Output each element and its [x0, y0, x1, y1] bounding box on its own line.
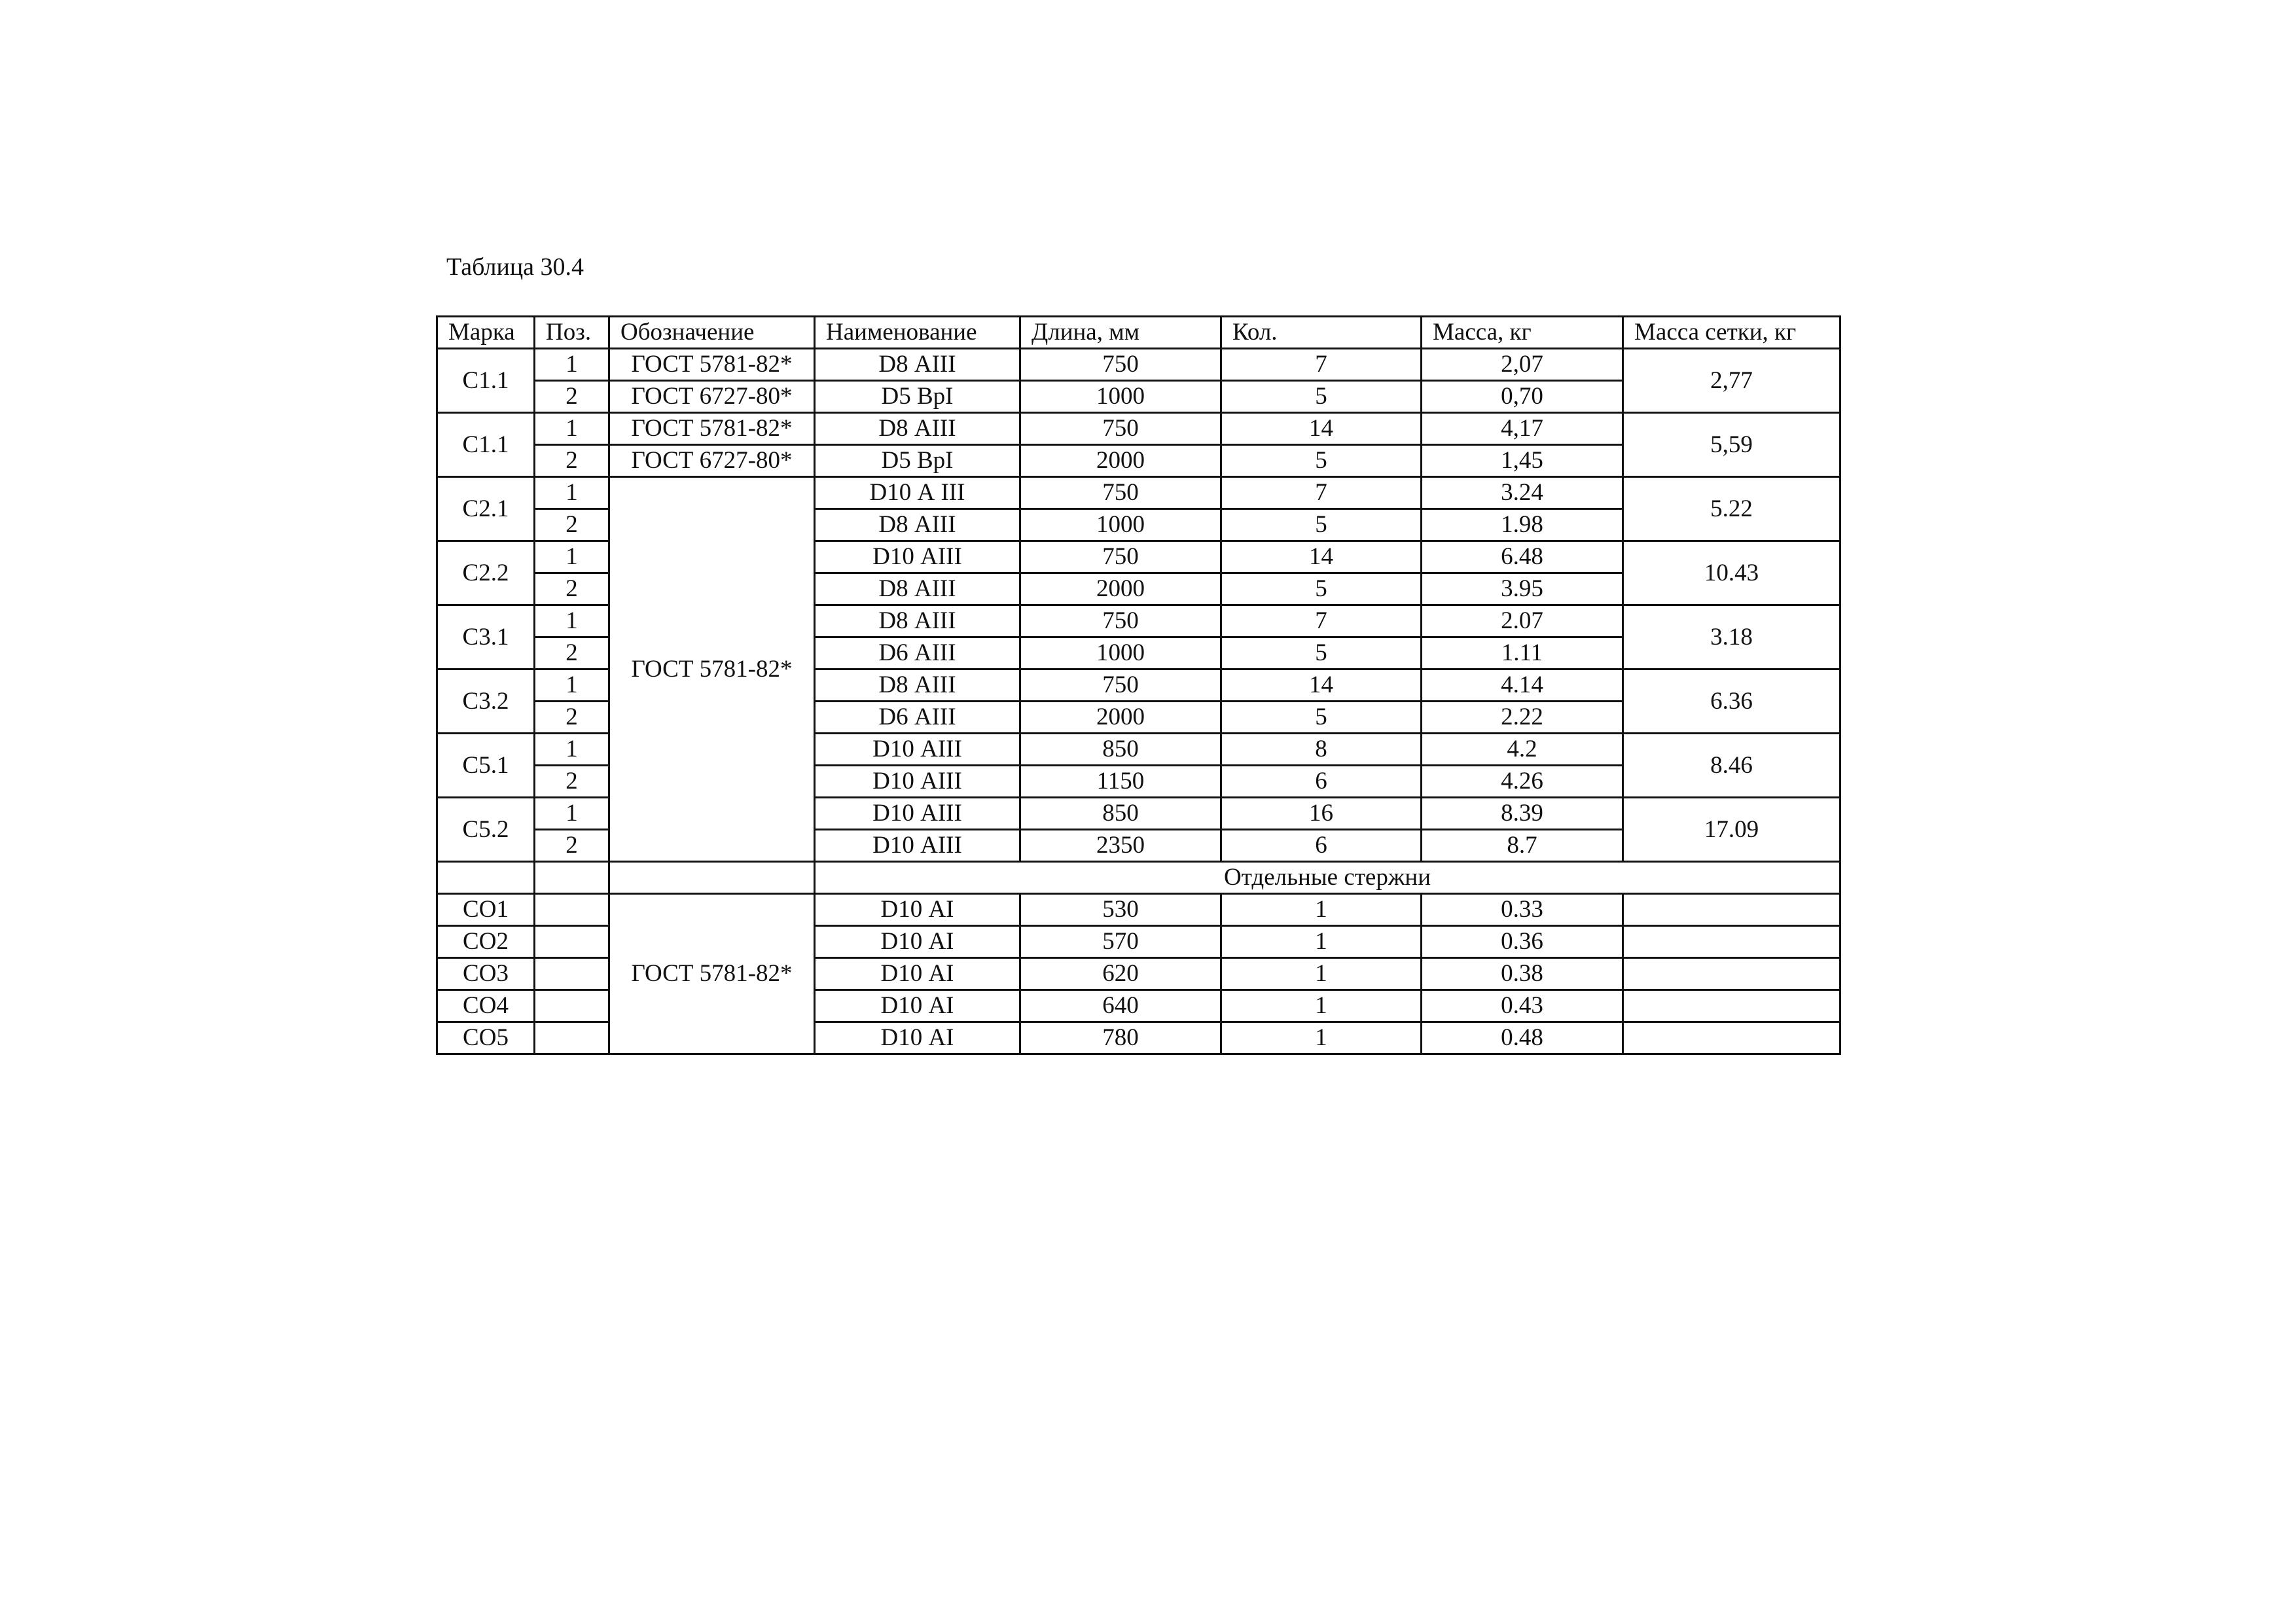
mass-cell: 0.33: [1422, 894, 1623, 926]
table-row: [437, 894, 1840, 926]
mass-cell: 4.14: [1422, 669, 1623, 702]
designation-cell-merged: ГОСТ 5781-82*: [609, 894, 815, 1054]
name-cell: D10 АIII: [815, 541, 1020, 573]
mass-cell: 3.95: [1422, 573, 1623, 605]
length-cell: 1000: [1020, 381, 1221, 413]
header-mark: Марка: [437, 317, 535, 349]
table-row: [437, 477, 1840, 509]
mass-cell: 0.38: [1422, 958, 1623, 990]
mass-cell: 4,17: [1422, 413, 1623, 445]
mark-cell: СО1: [437, 894, 535, 926]
length-cell: 2350: [1020, 830, 1221, 862]
position-cell: 1: [535, 734, 609, 766]
quantity-cell: 5: [1221, 381, 1422, 413]
length-cell: 850: [1020, 798, 1221, 830]
length-cell: 850: [1020, 734, 1221, 766]
mesh-mass-cell: [1623, 894, 1840, 926]
length-cell: 1000: [1020, 509, 1221, 541]
quantity-cell: 8: [1221, 734, 1422, 766]
mark-cell: С2.1: [437, 477, 535, 541]
quantity-cell: 14: [1221, 541, 1422, 573]
length-cell: 530: [1020, 894, 1221, 926]
mesh-mass-cell: 2,77: [1623, 349, 1840, 413]
mass-cell: 0.36: [1422, 926, 1623, 958]
length-cell: 750: [1020, 349, 1221, 381]
name-cell: D10 АIII: [815, 830, 1020, 862]
mesh-mass-cell: 17.09: [1623, 798, 1840, 862]
position-cell: 2: [535, 702, 609, 734]
length-cell: 570: [1020, 926, 1221, 958]
position-cell: 1: [535, 798, 609, 830]
header-quantity: Кол.: [1221, 317, 1422, 349]
position-cell: 1: [535, 605, 609, 637]
mesh-mass-cell: 6.36: [1623, 669, 1840, 734]
mass-cell: 1,45: [1422, 445, 1623, 477]
position-cell: 1: [535, 477, 609, 509]
name-cell: D8 АIII: [815, 669, 1020, 702]
name-cell: D5 ВрI: [815, 445, 1020, 477]
quantity-cell: 5: [1221, 509, 1422, 541]
name-cell: D8 АIII: [815, 605, 1020, 637]
mark-cell: С5.2: [437, 798, 535, 862]
quantity-cell: 1: [1221, 1022, 1422, 1054]
mesh-mass-cell: [1623, 1022, 1840, 1054]
designation-cell: ГОСТ 5781-82*: [609, 413, 815, 445]
name-cell: D6 АIII: [815, 702, 1020, 734]
mass-cell: 1.98: [1422, 509, 1623, 541]
name-cell: D8 АIII: [815, 349, 1020, 381]
position-cell: 1: [535, 349, 609, 381]
designation-cell: ГОСТ 6727-80*: [609, 381, 815, 413]
quantity-cell: 7: [1221, 349, 1422, 381]
mark-cell: С1.1: [437, 413, 535, 477]
section-title: Отдельные стержни: [815, 862, 1840, 894]
mass-cell: 6.48: [1422, 541, 1623, 573]
name-cell: D10 АI: [815, 1022, 1020, 1054]
name-cell: D8 АIII: [815, 413, 1020, 445]
mass-cell: 3.24: [1422, 477, 1623, 509]
table-row: [437, 413, 1840, 445]
position-cell: 2: [535, 509, 609, 541]
header-position: Поз.: [535, 317, 609, 349]
name-cell: D8 АIII: [815, 509, 1020, 541]
quantity-cell: 1: [1221, 990, 1422, 1022]
mark-cell: СО4: [437, 990, 535, 1022]
quantity-cell: 5: [1221, 637, 1422, 669]
name-cell: D10 АIII: [815, 798, 1020, 830]
empty-designation-cell: [609, 862, 815, 894]
table-body: [437, 349, 1840, 1054]
quantity-cell: 7: [1221, 605, 1422, 637]
quantity-cell: 5: [1221, 702, 1422, 734]
mark-cell: С1.1: [437, 349, 535, 413]
mass-cell: 0.43: [1422, 990, 1623, 1022]
mass-cell: 0,70: [1422, 381, 1623, 413]
position-cell: 1: [535, 541, 609, 573]
position-cell: [535, 1022, 609, 1054]
mesh-mass-cell: 10.43: [1623, 541, 1840, 605]
header-mesh-mass: Масса сетки, кг: [1623, 317, 1840, 349]
name-cell: D10 АI: [815, 958, 1020, 990]
quantity-cell: 14: [1221, 413, 1422, 445]
length-cell: 1150: [1020, 766, 1221, 798]
mesh-mass-cell: 8.46: [1623, 734, 1840, 798]
name-cell: D10 АI: [815, 990, 1020, 1022]
mass-cell: 8.39: [1422, 798, 1623, 830]
mark-cell: С5.1: [437, 734, 535, 798]
length-cell: 750: [1020, 605, 1221, 637]
quantity-cell: 6: [1221, 766, 1422, 798]
quantity-cell: 6: [1221, 830, 1422, 862]
mass-cell: 4.26: [1422, 766, 1623, 798]
designation-cell: ГОСТ 5781-82*: [609, 349, 815, 381]
mark-cell: С2.2: [437, 541, 535, 605]
length-cell: 2000: [1020, 573, 1221, 605]
length-cell: 620: [1020, 958, 1221, 990]
mark-cell: С3.2: [437, 669, 535, 734]
mass-cell: 2.22: [1422, 702, 1623, 734]
mass-cell: 2,07: [1422, 349, 1623, 381]
mesh-mass-cell: 5.22: [1623, 477, 1840, 541]
designation-cell-merged: ГОСТ 5781-82*: [609, 477, 815, 862]
quantity-cell: 16: [1221, 798, 1422, 830]
position-cell: [535, 958, 609, 990]
position-cell: 2: [535, 381, 609, 413]
mark-cell: СО5: [437, 1022, 535, 1054]
table-caption: Таблица 30.4: [446, 253, 584, 281]
name-cell: D6 АIII: [815, 637, 1020, 669]
mark-cell: СО2: [437, 926, 535, 958]
length-cell: 780: [1020, 1022, 1221, 1054]
quantity-cell: 1: [1221, 926, 1422, 958]
length-cell: 750: [1020, 477, 1221, 509]
header-designation: Обозначение: [609, 317, 815, 349]
designation-cell: ГОСТ 6727-80*: [609, 445, 815, 477]
length-cell: 640: [1020, 990, 1221, 1022]
quantity-cell: 5: [1221, 445, 1422, 477]
name-cell: D10 АIII: [815, 734, 1020, 766]
mark-cell: С3.1: [437, 605, 535, 669]
header-name: Наименование: [815, 317, 1020, 349]
empty-position-cell: [535, 862, 609, 894]
name-cell: D10 АIII: [815, 766, 1020, 798]
position-cell: 1: [535, 413, 609, 445]
mass-cell: 1.11: [1422, 637, 1623, 669]
quantity-cell: 1: [1221, 894, 1422, 926]
length-cell: 2000: [1020, 702, 1221, 734]
mesh-mass-cell: [1623, 926, 1840, 958]
position-cell: [535, 894, 609, 926]
position-cell: 2: [535, 766, 609, 798]
name-cell: D10 АI: [815, 926, 1020, 958]
length-cell: 750: [1020, 541, 1221, 573]
name-cell: D10 АI: [815, 894, 1020, 926]
mesh-mass-cell: 5,59: [1623, 413, 1840, 477]
mass-cell: 0.48: [1422, 1022, 1623, 1054]
mass-cell: 4.2: [1422, 734, 1623, 766]
position-cell: 2: [535, 637, 609, 669]
reinforcement-specification-table: [436, 315, 1841, 1055]
header-mass: Масса, кг: [1422, 317, 1623, 349]
quantity-cell: 14: [1221, 669, 1422, 702]
position-cell: [535, 990, 609, 1022]
quantity-cell: 1: [1221, 958, 1422, 990]
position-cell: 1: [535, 669, 609, 702]
header-row: [437, 317, 1840, 349]
mass-cell: 2.07: [1422, 605, 1623, 637]
mark-cell: СО3: [437, 958, 535, 990]
mesh-mass-cell: 3.18: [1623, 605, 1840, 669]
table-row: [437, 349, 1840, 381]
mesh-mass-cell: [1623, 990, 1840, 1022]
length-cell: 2000: [1020, 445, 1221, 477]
empty-mark-cell: [437, 862, 535, 894]
mesh-mass-cell: [1623, 958, 1840, 990]
quantity-cell: 5: [1221, 573, 1422, 605]
length-cell: 750: [1020, 413, 1221, 445]
position-cell: 2: [535, 573, 609, 605]
length-cell: 1000: [1020, 637, 1221, 669]
mass-cell: 8.7: [1422, 830, 1623, 862]
header-length: Длина, мм: [1020, 317, 1221, 349]
quantity-cell: 7: [1221, 477, 1422, 509]
name-cell: D8 АIII: [815, 573, 1020, 605]
name-cell: D10 А III: [815, 477, 1020, 509]
section-row-separate-bars: [437, 862, 1840, 894]
position-cell: 2: [535, 445, 609, 477]
length-cell: 750: [1020, 669, 1221, 702]
position-cell: [535, 926, 609, 958]
name-cell: D5 ВрI: [815, 381, 1020, 413]
position-cell: 2: [535, 830, 609, 862]
